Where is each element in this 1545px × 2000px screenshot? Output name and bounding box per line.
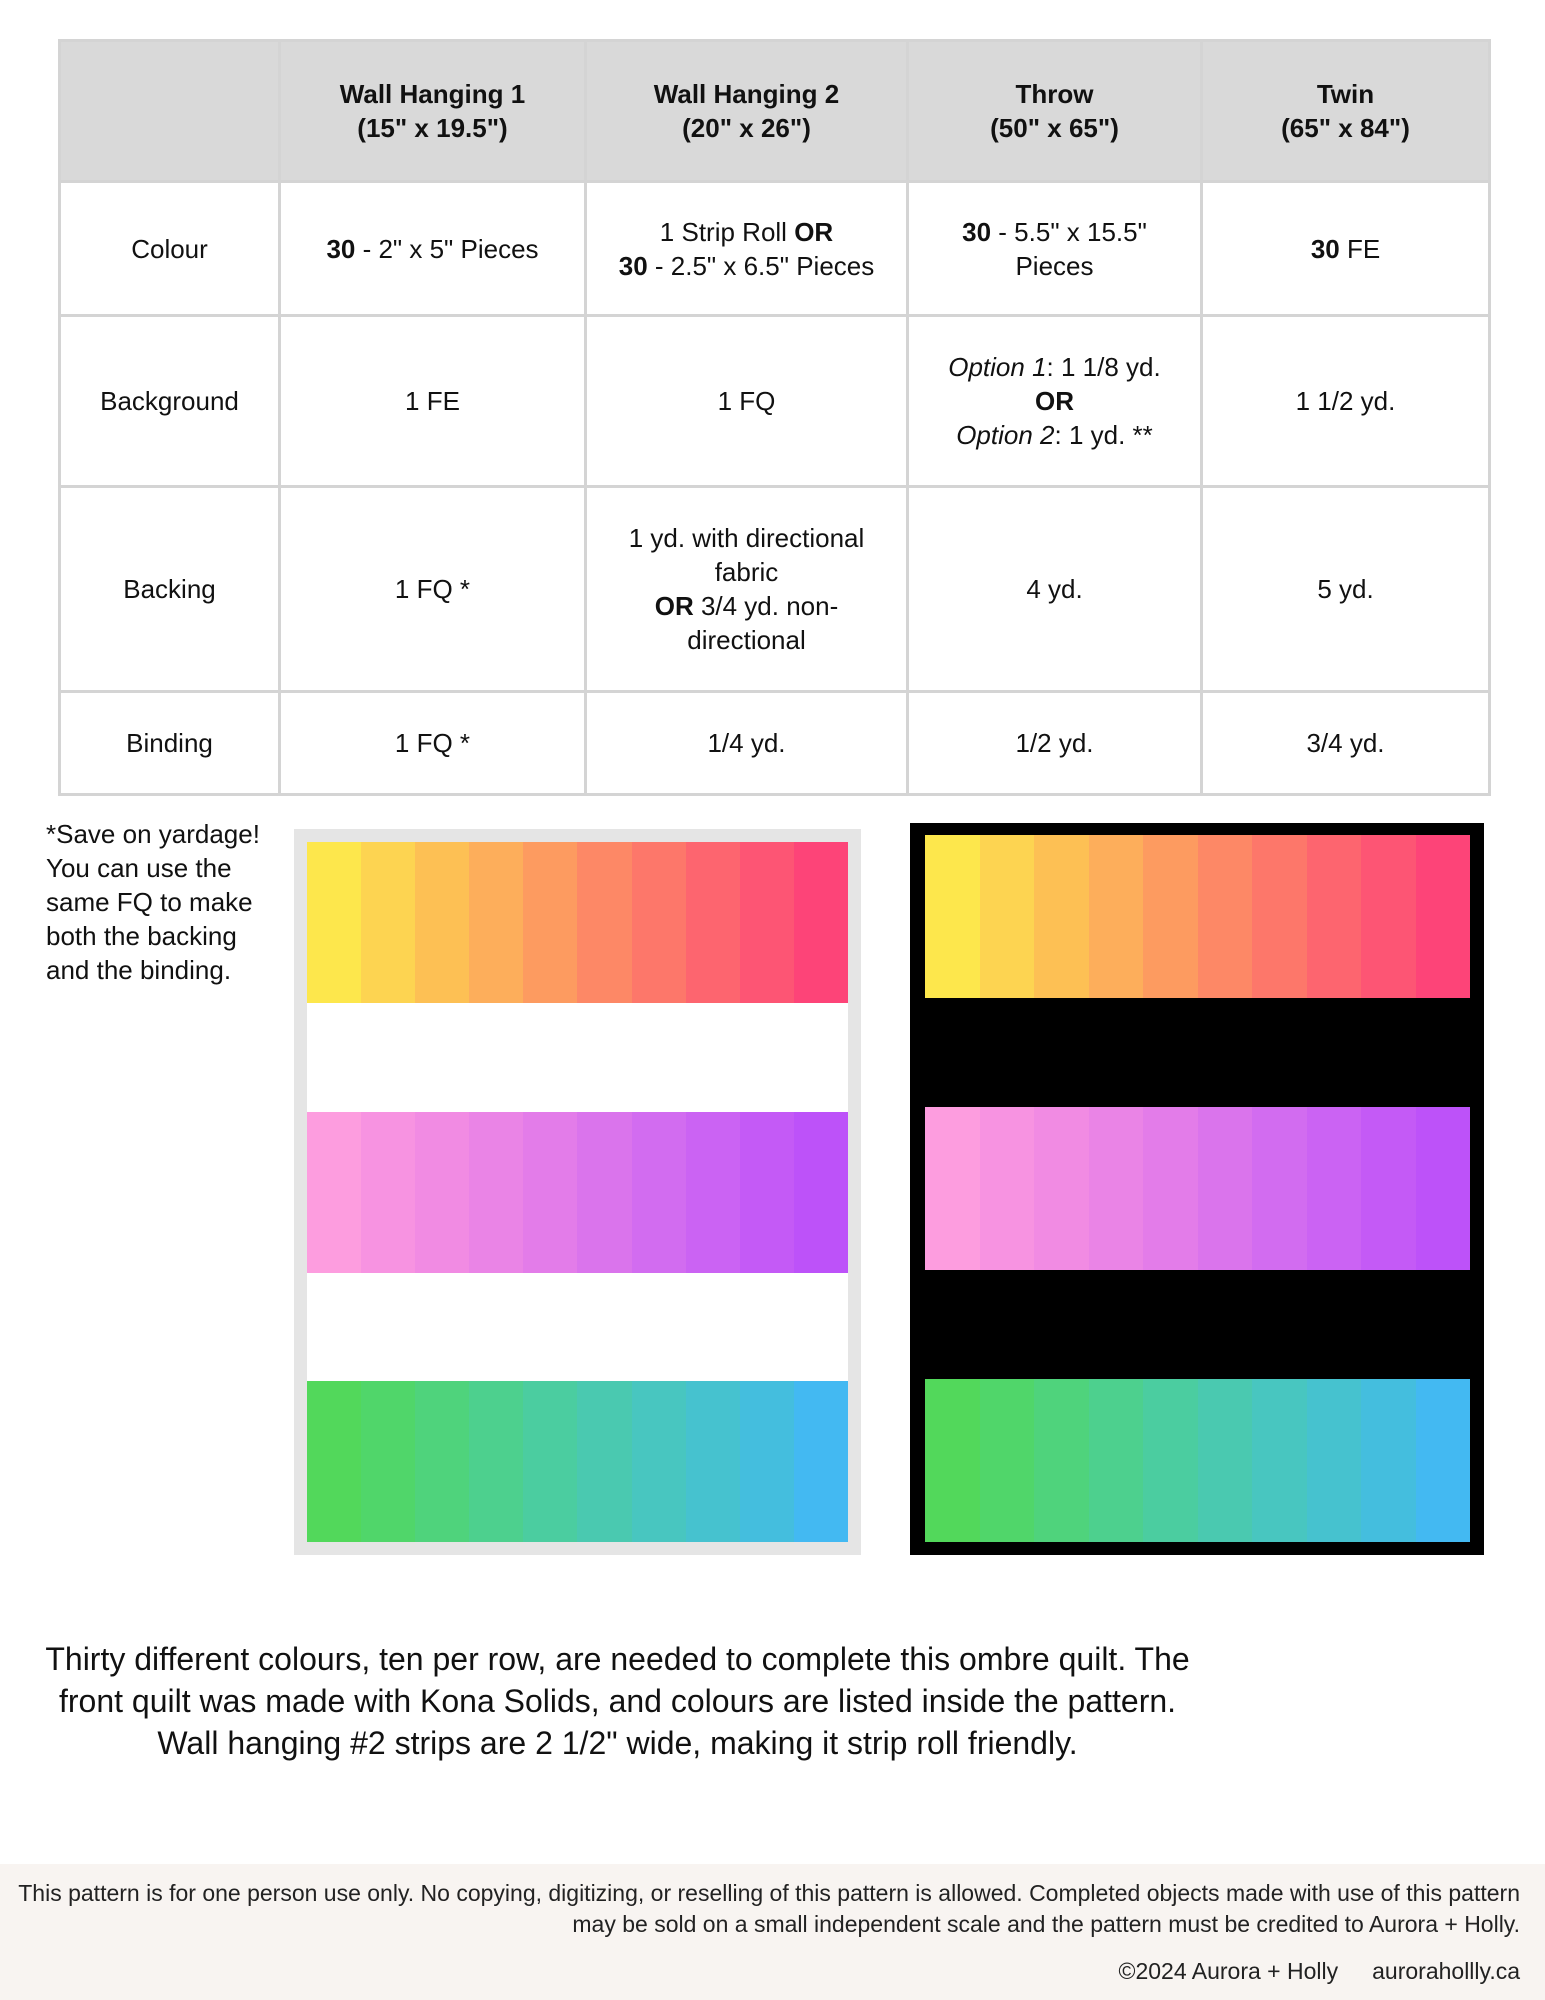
fabric-swatch	[980, 1379, 1035, 1542]
fabric-swatch	[1143, 1107, 1198, 1270]
fabric-swatch	[925, 835, 980, 998]
header-name: Wall Hanging 1	[339, 79, 526, 109]
row-label: Binding	[60, 692, 280, 795]
fabric-swatch	[686, 842, 740, 1003]
header-size: (15" x 19.5")	[357, 113, 508, 143]
fabric-swatch	[1198, 1107, 1253, 1270]
quilt-light-row	[307, 1112, 848, 1273]
cell-binding-twin: 3/4 yd.	[1202, 692, 1490, 795]
copyright: ©2024 Aurora + Holly	[1118, 1958, 1339, 1984]
cell-backing-wh2: 1 yd. with directional fabric OR 3/4 yd. non-directional	[586, 487, 908, 692]
fabric-swatch	[523, 1112, 577, 1273]
fabric-swatch	[925, 1107, 980, 1270]
cell-background-twin: 1 1/2 yd.	[1202, 316, 1490, 487]
fabric-swatch	[361, 1112, 415, 1273]
fabric-swatch	[1089, 1107, 1144, 1270]
fabric-swatch	[740, 1381, 794, 1542]
row-label: Colour	[60, 182, 280, 316]
header-twin	[1202, 41, 1490, 182]
header-size: (20" x 26")	[682, 113, 811, 143]
fabric-swatch	[1143, 835, 1198, 998]
table-row-colour	[60, 182, 1490, 316]
fabric-swatch	[415, 842, 469, 1003]
fabric-swatch	[361, 1381, 415, 1542]
fabric-swatch	[415, 1381, 469, 1542]
footer-credit	[1119, 1956, 1520, 1986]
fabric-swatch	[925, 1379, 980, 1542]
table-row-backing	[60, 487, 1490, 692]
cell-binding-wh1: 1 FQ *	[280, 692, 586, 795]
fabric-swatch	[469, 842, 523, 1003]
fabric-swatch	[523, 842, 577, 1003]
cell-background-wh1: 1 FE	[280, 316, 586, 487]
fabric-swatch	[1361, 1107, 1416, 1270]
fabric-swatch	[1198, 835, 1253, 998]
fabric-swatch	[686, 1381, 740, 1542]
fabric-swatch	[632, 842, 686, 1003]
fabric-swatch	[1416, 835, 1471, 998]
quilt-dark-row	[925, 1107, 1470, 1270]
fabric-requirements-table	[58, 39, 1491, 796]
fabric-swatch	[1089, 835, 1144, 998]
fabric-swatch	[1307, 1107, 1362, 1270]
fabric-swatch	[740, 1112, 794, 1273]
quilt-light-row	[307, 1381, 848, 1542]
fabric-swatch	[1143, 1379, 1198, 1542]
fabric-swatch	[523, 1381, 577, 1542]
fabric-swatch	[794, 842, 848, 1003]
license-notice: This pattern is for one person use only. No copying, digitizing, or reselling of this pattern is allowed. Completed objects made with use of this pattern may be sold on a small independent scale and the pattern must be credited to Aurora + Holly.	[18, 1880, 1520, 1937]
table-header-row	[60, 41, 1490, 182]
header-wall-hanging-1	[280, 41, 586, 182]
header-wall-hanging-2	[586, 41, 908, 182]
fabric-swatch	[740, 842, 794, 1003]
fabric-swatch	[1034, 1107, 1089, 1270]
table-corner-cell	[60, 41, 280, 182]
quilt-dark-row	[925, 835, 1470, 998]
fabric-swatch	[686, 1112, 740, 1273]
cell-binding-throw: 1/2 yd.	[908, 692, 1202, 795]
fabric-swatch	[1252, 1379, 1307, 1542]
fabric-swatch	[469, 1381, 523, 1542]
cell-binding-wh2: 1/4 yd.	[586, 692, 908, 795]
quilt-mockup-dark	[910, 823, 1484, 1555]
fabric-swatch	[1252, 835, 1307, 998]
fabric-swatch	[1198, 1379, 1253, 1542]
yardage-footnote: *Save on yardage! You can use the same FQ to make both the backing and the binding.	[46, 819, 260, 985]
table-row-binding	[60, 692, 1490, 795]
header-size: (50" x 65")	[990, 113, 1119, 143]
fabric-swatch	[794, 1112, 848, 1273]
website-link[interactable]: aurorahollly.ca	[1372, 1958, 1520, 1984]
fabric-swatch	[307, 842, 361, 1003]
fabric-swatch	[1307, 835, 1362, 998]
row-label: Backing	[60, 487, 280, 692]
fabric-swatch	[1361, 835, 1416, 998]
quilt-light-row	[307, 842, 848, 1003]
cell-background-wh2: 1 FQ	[586, 316, 908, 487]
fabric-swatch	[1034, 835, 1089, 998]
fabric-swatch	[307, 1381, 361, 1542]
fabric-swatch	[307, 1112, 361, 1273]
cell-colour-throw: 30 - 5.5" x 15.5" Pieces	[908, 182, 1202, 316]
cell-background-throw: Option 1: 1 1/8 yd. OR Option 2: 1 yd. **	[908, 316, 1202, 487]
cell-colour-wh2: 1 Strip Roll OR 30 - 2.5" x 6.5" Pieces	[586, 182, 908, 316]
fabric-swatch	[1307, 1379, 1362, 1542]
fabric-swatch	[1089, 1379, 1144, 1542]
header-throw	[908, 41, 1202, 182]
cell-backing-throw: 4 yd.	[908, 487, 1202, 692]
header-name: Wall Hanging 2	[653, 79, 840, 109]
fabric-swatch	[361, 842, 415, 1003]
row-label: Background	[60, 316, 280, 487]
fabric-swatch	[577, 1112, 631, 1273]
pattern-description: Thirty different colours, ten per row, are needed to complete this ombre quilt. The front quilt was made with Kona Solids, and colours are listed inside the pattern. Wall hanging #2 strips are 2 1/2" wide, making it strip roll friendly.	[45, 1641, 1190, 1761]
fabric-swatch	[794, 1381, 848, 1542]
fabric-swatch	[577, 1381, 631, 1542]
fabric-swatch	[469, 1112, 523, 1273]
fabric-swatch	[980, 835, 1035, 998]
fabric-swatch	[632, 1381, 686, 1542]
fabric-swatch	[1361, 1379, 1416, 1542]
header-size: (65" x 84")	[1281, 113, 1410, 143]
fabric-swatch	[577, 842, 631, 1003]
fabric-swatch	[415, 1112, 469, 1273]
fabric-swatch	[1416, 1107, 1471, 1270]
header-name: Throw	[1015, 79, 1094, 109]
fabric-swatch	[1252, 1107, 1307, 1270]
cell-colour-twin: 30 FE	[1202, 182, 1490, 316]
quilt-light-body	[307, 842, 848, 1542]
header-name: Twin	[1316, 79, 1375, 109]
cell-colour-wh1: 30 - 2" x 5" Pieces	[280, 182, 586, 316]
fabric-swatch	[1034, 1379, 1089, 1542]
fabric-swatch	[1416, 1379, 1471, 1542]
quilt-dark-body	[925, 835, 1470, 1545]
fabric-swatch	[632, 1112, 686, 1273]
cell-backing-twin: 5 yd.	[1202, 487, 1490, 692]
quilt-dark-row	[925, 1379, 1470, 1542]
footer	[0, 1864, 1545, 2000]
fabric-swatch	[980, 1107, 1035, 1270]
quilt-mockup-light	[294, 829, 861, 1555]
table-row-background	[60, 316, 1490, 487]
cell-backing-wh1: 1 FQ *	[280, 487, 586, 692]
